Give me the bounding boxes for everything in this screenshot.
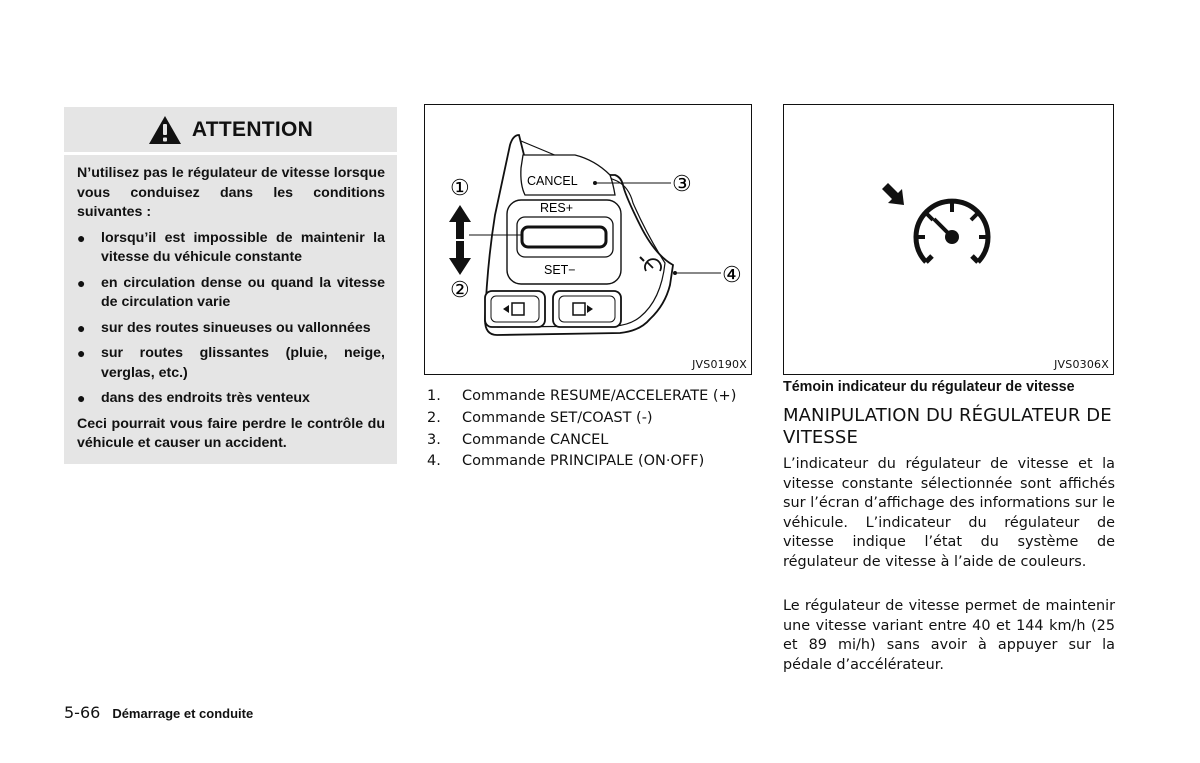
bullet: ● — [77, 390, 86, 406]
callout-2: ② — [450, 277, 470, 302]
steering-switch-figure — [424, 104, 752, 375]
list-item: ● sur des routes sinueuses ou vallonnées — [77, 319, 385, 339]
bullet: ● — [77, 274, 86, 291]
cruise-control-indicator-icon — [784, 105, 1112, 373]
figure-legend — [427, 386, 736, 473]
up-arrow-icon — [449, 205, 471, 239]
down-arrow-icon — [449, 241, 471, 275]
section-title: MANIPULATION DU RÉGULATEUR DE VITESSE — [783, 405, 1112, 448]
set-label: SET− — [544, 263, 576, 277]
figure-code: JVS0306X — [1054, 358, 1109, 371]
list-item: ● en circulation dense ou quand la vitesse de circulation varie — [77, 274, 385, 310]
callout-1: ① — [450, 175, 470, 200]
page-footer — [64, 703, 253, 722]
display-left-inner — [491, 296, 539, 322]
bullet: ● — [77, 319, 86, 336]
list-item: ● lorsqu’il est impossible de maintenir la vitesse du véhicule constante — [77, 229, 385, 265]
list-item: ● dans des endroits très venteux — [77, 389, 385, 409]
rocker-grip — [522, 227, 606, 247]
warning-box — [64, 107, 397, 464]
callout-4: ④ — [722, 262, 742, 287]
indicator-figure — [783, 104, 1114, 375]
warning-title: ATTENTION — [191, 117, 314, 141]
legend-item: 1. Commande RESUME/ACCELERATE (+) — [427, 388, 737, 404]
bullet: ● — [77, 345, 86, 361]
warning-intro: N’utilisez pas le régulateur de vitesse lorsque vous conduisez dans les conditions suivantes : — [77, 165, 385, 220]
body-paragraph: L’indicateur du régulateur de vitesse et la vitesse constante sélectionnée sont affichés sur l’écran d’affichage des informations sur le véhicule. L’indicateur du régulateur de vitesse indique l’état du système de régulateur de vitesse à l’aide de couleurs. — [783, 456, 1115, 570]
warning-header — [64, 107, 397, 155]
page-number: 5-66 — [64, 703, 101, 722]
callout-3: ③ — [672, 171, 692, 196]
cancel-label: CANCEL — [527, 174, 578, 188]
list-item: ● sur routes glissantes (pluie, neige, verglas, etc.) — [77, 345, 385, 381]
warning-list — [77, 229, 385, 409]
steering-switch-diagram — [425, 105, 750, 373]
callout-dot — [593, 181, 597, 185]
warning-body — [64, 155, 397, 454]
warning-conclusion: Ceci pourrait vous faire perdre le contrôle du véhicule et causer un accident. — [77, 415, 385, 451]
legend-item: 3. Commande CANCEL — [427, 431, 609, 448]
chapter-title: Démarrage et conduite — [112, 706, 254, 721]
legend-item: 4. Commande PRINCIPALE (ON·OFF) — [427, 453, 705, 470]
figure-code: JVS0190X — [692, 358, 747, 371]
body-paragraph: Le régulateur de vitesse permet de maintenir une vitesse variant entre 40 et 144 km/h (25 et 89 mi/h) sans avoir à appuyer sur la pédale d’accélérateur. — [783, 598, 1115, 673]
res-label: RES+ — [540, 201, 574, 215]
callout-dot — [673, 271, 677, 275]
warning-triangle-icon — [148, 115, 182, 145]
legend-item: 2. Commande SET/COAST (-) — [427, 409, 653, 426]
figure-caption: Témoin indicateur du régulateur de vitesse — [783, 379, 1075, 395]
bullet: ● — [77, 229, 86, 246]
